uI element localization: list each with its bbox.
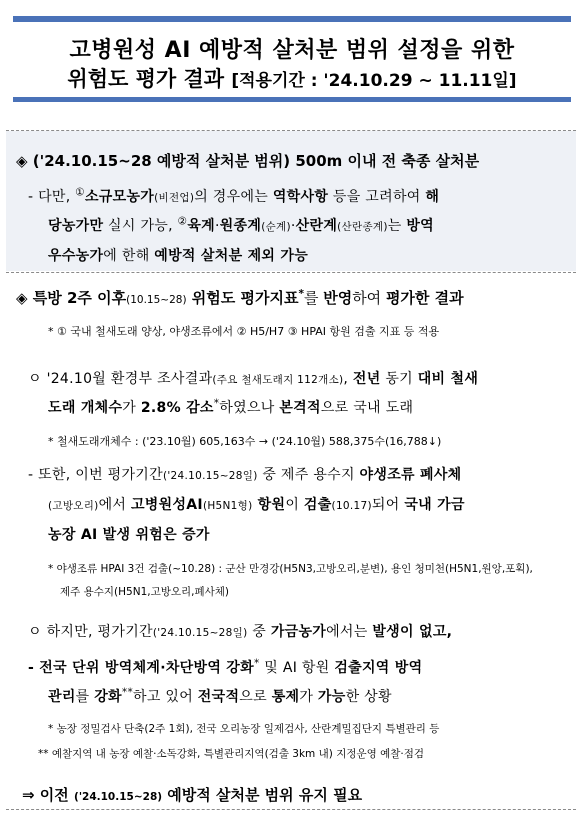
text-run: 원종계 (219, 218, 262, 234)
text-run: 역학사항 (272, 189, 329, 205)
text-run: 야생조류 폐사체 (359, 467, 462, 483)
text-run: 동기 (380, 371, 418, 387)
d1-line2 (48, 494, 465, 514)
text-run: (10.15~28) (126, 294, 187, 306)
text-run: 이 (285, 497, 304, 513)
text-run: 반영 (323, 289, 353, 307)
text-run: 는 (387, 218, 407, 234)
text-run: (순계) (261, 221, 291, 233)
circled-number: ① (75, 186, 85, 199)
d1-footnote-line1: * 야생조류 HPAI 3건 검출(~10.28) : 군산 만경강(H5N3,고방오리,분변), 용인 청미천(H5N1,원앙,포획), (48, 563, 533, 575)
text-run: 를 (75, 689, 95, 705)
text-run: 검출 (303, 497, 332, 513)
text-run: 위험도 (186, 289, 241, 307)
o1-footnote: * 철새도래개체수 : ('23.10월) 605,163수 → ('24.10월) 588,375수(16,788↓) (48, 435, 442, 448)
text-run: · (290, 218, 296, 234)
text-run: 평가한 결과 (385, 289, 464, 307)
text-run: 이전 (34, 786, 75, 804)
text-run: 를 (303, 289, 324, 307)
o1-line1 (28, 368, 478, 388)
text-run: 에서 (98, 497, 131, 513)
text-run: - 전국 단위 방역체계·차단방역 강화 (28, 660, 254, 676)
page-title-line2 (0, 63, 584, 93)
text-run: - 다만, (28, 189, 76, 205)
text-run: (산란종계) (337, 221, 388, 233)
circled-number: ② (177, 215, 188, 228)
d2-footnote2: ** 예찰지역 내 농장 예찰·소독강화, 특별관리지역(검출 3km 내) 지정운영 예찰·점검 (38, 748, 425, 760)
text-run: * (298, 288, 304, 300)
text-run: ㅇ 하지만, 평가기간 (28, 624, 153, 640)
d2-line1 (28, 657, 422, 677)
text-run: 중 제주 용수지 (257, 467, 360, 483)
text-run: (주요 철새도래지 112개소) (212, 374, 344, 386)
conclusion (22, 784, 362, 805)
section1-heading-text: ('24.10.15~28 예방적 살처분 범위) 500m 이내 전 축종 살처분 (32, 152, 480, 170)
section-divider (6, 272, 576, 273)
text-run: 등을 고려하여 (328, 189, 426, 205)
text-run: 전년 (352, 371, 381, 387)
diamond-icon: ◈ (16, 289, 28, 307)
text-run: 육계 (187, 218, 215, 234)
text-run: 예방적 살처분 제외 가능 (154, 248, 309, 264)
text-run: 전국적 (197, 689, 240, 705)
text-run: 중 (247, 624, 271, 640)
d2-line2 (48, 686, 392, 706)
text-run: ㅇ '24.10월 환경부 조사결과 (28, 371, 213, 387)
text-run: 하여 (352, 289, 386, 307)
text-run: 되어 (371, 497, 405, 513)
section1-line1 (28, 186, 439, 206)
text-run: ('24.10.15~28일) (152, 627, 248, 639)
text-run: 예방적 살처분 범위 유지 필요 (162, 786, 363, 804)
text-run: 강화 (94, 689, 122, 705)
section2-footnote: * ① 국내 철새도래 양상, 야생조류에서 ② H5/H7 ③ HPAI 항원 검출 지표 등 적용 (48, 325, 440, 338)
text-run: * (213, 397, 220, 410)
text-run: (H5N1형) (202, 500, 253, 512)
o1-line2 (48, 397, 413, 417)
text-run: 도래 개체수 (48, 400, 123, 416)
section2-heading (16, 287, 464, 308)
right-double-arrow-icon: ⇒ (22, 786, 35, 804)
text-run: 당농가만 (48, 218, 104, 234)
text-run: 평가지표 (240, 289, 299, 307)
text-run: 통제 (271, 689, 300, 705)
text-run: 특방 2주 이후 (32, 289, 127, 307)
text-run: 가 (122, 400, 141, 416)
text-run: ('24.10.15~28일) (162, 470, 258, 482)
text-run: 국내 가금 (404, 497, 465, 513)
text-run: 가능 (317, 689, 346, 705)
text-run: 방역 (406, 218, 434, 234)
text-run: (비전업) (154, 192, 195, 204)
text-run: · (214, 218, 220, 234)
d1-line1 (28, 464, 462, 484)
text-run: 해 (425, 189, 440, 205)
text-run: 2.8% 감소 (140, 400, 214, 416)
title-top-rule (13, 16, 571, 22)
d2-footnote1: * 농장 정밀검사 단축(2주 1회), 전국 오리농장 일제검사, 산란계밀집단지 특별관리 등 (48, 723, 440, 735)
text-run: 고병원성AI (130, 497, 203, 513)
text-run: 으로 (239, 689, 272, 705)
text-run: , (343, 371, 353, 387)
page-title-main: 위험도 평가 결과 (67, 67, 225, 91)
text-run: (10.17) (331, 500, 372, 512)
text-run: 가금농가 (270, 624, 327, 640)
d1-footnote-line2: 제주 용수지(H5N1,고방오리,폐사체) (60, 586, 230, 598)
text-run: 항원 (252, 497, 286, 513)
text-run: 산란계 (295, 218, 338, 234)
section1-line3 (48, 245, 308, 265)
text-run: - 또한, 이번 평가기간 (28, 467, 163, 483)
o2-line (28, 621, 452, 641)
text-run: 우수농가 (48, 248, 104, 264)
text-run: 으로 국내 도래 (320, 400, 414, 416)
text-run: (고방오리) (48, 500, 99, 512)
d1-line3: 농장 AI 발생 위험은 증가 (48, 527, 210, 543)
section1-line2 (48, 215, 434, 235)
text-run: 검출지역 방역 (334, 660, 423, 676)
text-run: 가 (299, 689, 318, 705)
text-run: 에 한해 (103, 248, 155, 264)
text-run: 하고 있어 (133, 689, 198, 705)
text-run: * (253, 657, 260, 670)
page-title-line1: 고병원성 AI 예방적 살처분 범위 설정을 위한 (69, 38, 515, 63)
text-run: 발생이 없고, (372, 624, 453, 640)
text-run: 관리 (48, 689, 76, 705)
text-run: 하였으나 (219, 400, 280, 416)
text-run: 대비 철새 (417, 371, 479, 387)
text-run: ('24.10.15~28) (74, 791, 163, 803)
text-run: 본격적 (279, 400, 321, 416)
text-run: 실시 가능, (103, 218, 178, 234)
text-run: ** (121, 686, 133, 699)
text-run: 에서는 (326, 624, 373, 640)
text-run: 및 AI 항원 (259, 660, 335, 676)
text-run: 소규모농가 (84, 189, 155, 205)
diamond-icon: ◈ (16, 152, 28, 170)
section1-heading (16, 150, 479, 171)
application-period: [적용기간 : '24.10.29 ~ 11.11일] (231, 71, 517, 91)
text-run: 한 상황 (345, 689, 392, 705)
text-run: 의 경우에는 (194, 189, 273, 205)
title-bottom-rule (13, 97, 571, 102)
